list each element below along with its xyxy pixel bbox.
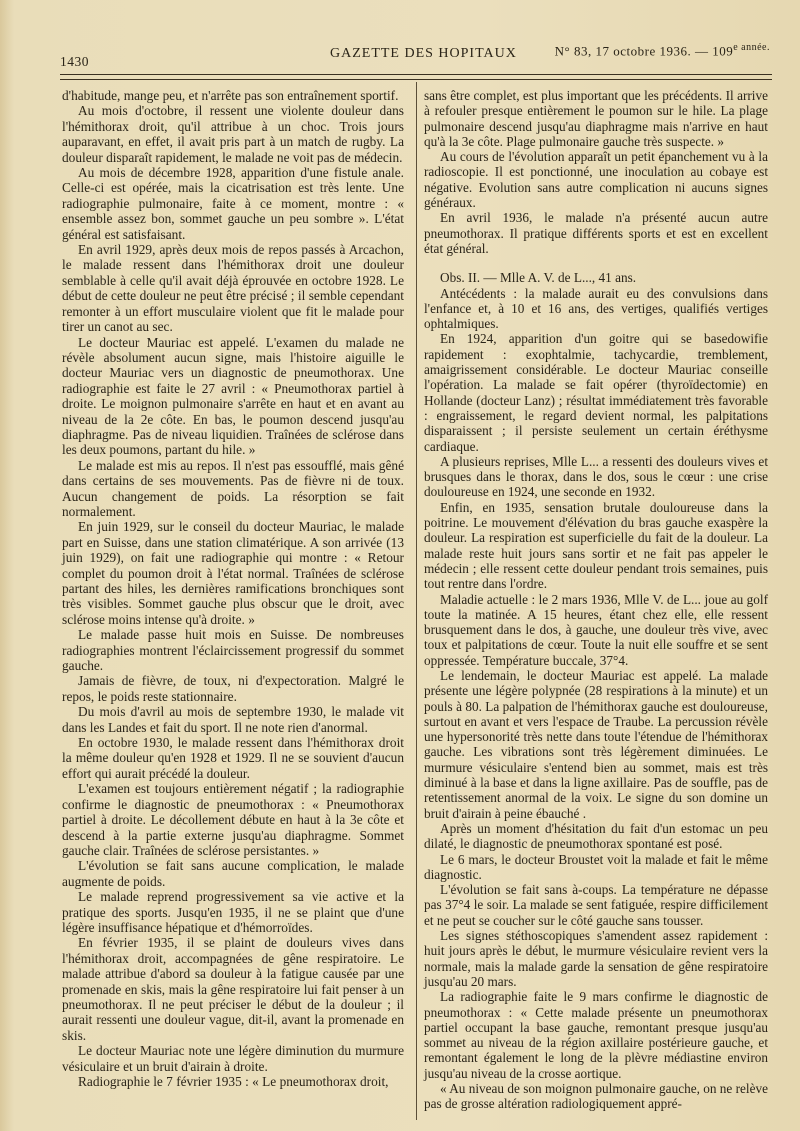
paragraph: « Au niveau de son moignon pulmonaire gauche, on ne relève pas de grosse altération radiologiquement appré- (424, 1081, 768, 1112)
paragraph: Enfin, en 1935, sensation brutale douloureuse dans la poitrine. Le mouvement d'élévation du bras gauche exaspère la douleur. La respiration est superficielle du fait de la douleur. La malade reste huit jours sans sortir et ne fait pas appeler le médecin ; elle ressent cette douleur pendant trois semaines, puis tout rentre dans l'ordre. (424, 499, 768, 592)
paragraph: d'habitude, mange peu, et n'arrête pas son entraînement sportif. (62, 88, 399, 103)
paragraph: L'examen est toujours entièrement négatif ; la radiographie confirme le diagnostic de pneumothorax : « Pneumothorax partiel à droite. Le décollement débute en haut à la 3e côte et descend à la partie externe jusqu'au diaphragme. Sommet gauche clair. Traînées de sclérose persistantes. » (62, 781, 404, 858)
issue-info (555, 42, 770, 59)
paragraph: Au cours de l'évolution apparaît un petit épanchement vu à la radioscopie. Il est ponctionné, une inoculation au cobaye est négative. Evolution sans autre complication ni aucuns signes généraux. (424, 149, 768, 211)
header-rule-thin (60, 79, 772, 80)
paragraph: La radiographie faite le 9 mars confirme le diagnostic de pneumothorax : « Cette malade présente un pneumothorax partiel occupant la base gauche, remontant presque jusqu'au sommet au niveau de la région axillaire postérieure gauche, et remontant également le long de la plèvre médiastine environ jusqu'au niveau de la crosse aortique. (424, 989, 768, 1081)
paragraph: Le malade est mis au repos. Il n'est pas essoufflé, mais gêné dans certains de ses mouvements. Pas de fièvre ni de toux. Aucun changement de poids. La résorption se fait normalement. (62, 457, 404, 519)
paragraph: Le docteur Mauriac note une légère diminution du murmure vésiculaire et un bruit d'airain à droite. (62, 1043, 404, 1074)
paragraph: En octobre 1930, le malade ressent dans l'hémithorax droit la même douleur qu'en 1928 et 1929. Il ne se souvient d'aucun effort qui aurait précédé la douleur. (62, 735, 404, 781)
paragraph: En juin 1929, sur le conseil du docteur Mauriac, le malade part en Suisse, dans une station climatérique. A son arrivée (13 juin 1929), on fait une radiographie qui montre : « Retour complet du poumon droit à l'état normal. Traînées de sclérose partant des hiles, les dernières ramifications bronchiques sont très visibles. Sommet gauche plus obscur que le droit, avec sclérose moins intense qu'à droite. » (62, 519, 404, 627)
paragraph: Le lendemain, le docteur Mauriac est appelé. La malade présente une légère polypnée (28 respirations à la minute) et un pouls à 80. La palpation de l'hémithorax gauche est douloureuse, surtout en avant et vers l'espace de Traube. La percussion révèle une hypersonorité très nette dans toute l'étendue de l'hémithorax gauche. Les vibrations sont très légèrement diminuées. Le murmure vésiculaire s'entend bien au sommet, mais est très diminué à la base et dans la ligne axillaire. Pas de souffle, pas de retentissement anormal de la voix. Le signe du son domine un bruit d'airain à peine ébauché . (424, 667, 768, 821)
paragraph: Jamais de fièvre, de toux, ni d'expectoration. Malgré le repos, le poids reste stationnaire. (62, 673, 404, 704)
paragraph: L'évolution se fait sans aucune complication, le malade augmente de poids. (62, 858, 404, 889)
paragraph: Les signes stéthoscopiques s'amendent assez rapidement : huit jours après le début, le murmure vésiculaire revient vers la normale, mais la malade garde la sensation de gêne respiratoire jusqu'au 20 mars. (424, 928, 768, 989)
paragraph: En 1924, apparition d'un goitre qui se basedowifie rapidement : exophtalmie, tachycardie, tremblement, amaigrissement considérable. Le docteur Mauriac conseille l'opération. La malade se fait opérer (thyroïdectomie) en Hollande (docteur Lanz) ; résultat immédiatement très favorable : engraissement, le regard devient normal, les palpitations disparaissent ; il persiste seulement un certain éréthysme cardiaque. (424, 331, 768, 454)
journal-title: GAZETTE DES HOPITAUX (330, 46, 517, 61)
paragraph: En avril 1929, après deux mois de repos passés à Arcachon, le malade ressent dans l'hémithorax droit une douleur semblable à celle qu'il avait déjà éprouvée en octobre 1928. Le début de cette douleur ne peut être précisé ; il semble cependant remonter à un effort musculaire violent que fit le malade pour tirer un canot au sec. (62, 242, 404, 335)
issue-year-suffix: e année. (733, 42, 770, 53)
paragraph: Le docteur Mauriac est appelé. L'examen du malade ne révèle absolument aucun signe, mais l'histoire aiguille le docteur Mauriac vers un diagnostic de pneumothorax. Une radiographie est faite le 27 avril : « Pneumothorax partiel à droite. Le moignon pulmonaire s'arrête en haut et en avant au niveau de la 2e côte. En bas, le poumon descend jusqu'au diaphragme. Pas de niveau liquidien. Traînées de sclérose dans les deux poumons, partant du hile. » (62, 334, 404, 458)
right-column (424, 88, 768, 1112)
paragraph: Après un moment d'hésitation du fait d'un estomac un peu dilaté, le diagnostic de pneumothorax spontané est posé. (424, 820, 768, 852)
page-number: 1430 (60, 54, 89, 69)
observation-heading: Obs. II. — Mlle A. V. de L..., 41 ans. (440, 270, 637, 286)
header-rule (60, 74, 772, 75)
paragraph: A plusieurs reprises, Mlle L... a ressenti des douleurs vives et brusques dans le thorax, dans le dos, sous le cœur : une crise douloureuse en 1924, une seconde en 1932. (424, 453, 768, 500)
column-divider (416, 82, 417, 1120)
left-column (62, 88, 404, 1089)
paragraph: Au mois d'octobre, il ressent une violente douleur dans l'hémithorax droit, qu'il attribue à un choc. Trois jours auparavant, en effet, il avait pris part à un match de rugby. La douleur disparaît rapidement, le malade ne voit pas de médecin. (62, 103, 404, 165)
paragraph: Le malade reprend progressivement sa vie active et la pratique des sports. Jusqu'en 1935, il ne se plaint que d'une légère insuffisance hépatique et d'hémorroïdes. (62, 889, 404, 935)
paragraph: Du mois d'avril au mois de septembre 1930, le malade vit dans les Landes et fait du sport. Il ne note rien d'anormal. (62, 704, 404, 735)
paragraph: Antécédents : la malade aurait eu des convulsions dans l'enfance et, à 10 et 16 ans, des vertiges, qualifiés vertiges ophtalmiques. (424, 285, 768, 332)
paragraph: L'évolution se fait sans à-coups. La température ne dépasse pas 37°4 le soir. La malade se sent fatiguée, respire difficilement et ne peut se coucher sur le côté gauche sans tousser. (424, 882, 768, 928)
paragraph: En avril 1936, le malade n'a présenté aucun autre pneumothorax. Il pratique différents sports et est en excellent état général. (424, 210, 768, 256)
paragraph: Le malade passe huit mois en Suisse. De nombreuses radiographies montrent l'éclaircissement progressif du sommet gauche. (62, 627, 404, 674)
paragraph: Maladie actuelle : le 2 mars 1936, Mlle V. de L... joue au golf toute la matinée. A 15 heures, étant chez elle, elle ressent brusquement dans le dos, à gauche, une douleur très vive, avec toux et palpitations de cœur. Toute la nuit elle souffre et se sent oppressée. Température buccale, 37°4. (424, 591, 768, 668)
running-header (60, 40, 770, 69)
paragraph: Radiographie le 7 février 1935 : « Le pneumothorax droit, (78, 1074, 389, 1089)
paragraph: Le 6 mars, le docteur Broustet voit la malade et fait le même diagnostic. (424, 851, 768, 882)
paragraph: Au mois de décembre 1928, apparition d'une fistule anale. Celle-ci est opérée, mais la cicatrisation est très lente. Une radiographie pulmonaire, faite à ce moment, montre : « ensemble assez bon, sommet gauche un peu sombre ». L'état général est satisfaisant. (62, 165, 404, 242)
issue-date: N° 83, 17 octobre 1936. — 109 (554, 43, 734, 59)
paragraph: sans être complet, est plus important que les précédents. Il arrive à refouler presque entièrement le poumon sur le hile. La plage pulmonaire descend jusqu'au diaphragme mais n'arrive en haut qu'à la 3e côte. Plage pulmonaire gauche très suspecte. » (424, 88, 768, 149)
paragraph: En février 1935, il se plaint de douleurs vives dans l'hémithorax droit, accompagnées de gêne respiratoire. Le malade attribue d'abord sa douleur à la fatigue causée par une promenade en skis, mais la gêne respiratoire lui fait penser à un pneumothorax. Il ne peut préciser le début de la douleur ; il aurait ressenti une douleur vague, dit-il, avant la promenade en skis. (62, 935, 404, 1043)
